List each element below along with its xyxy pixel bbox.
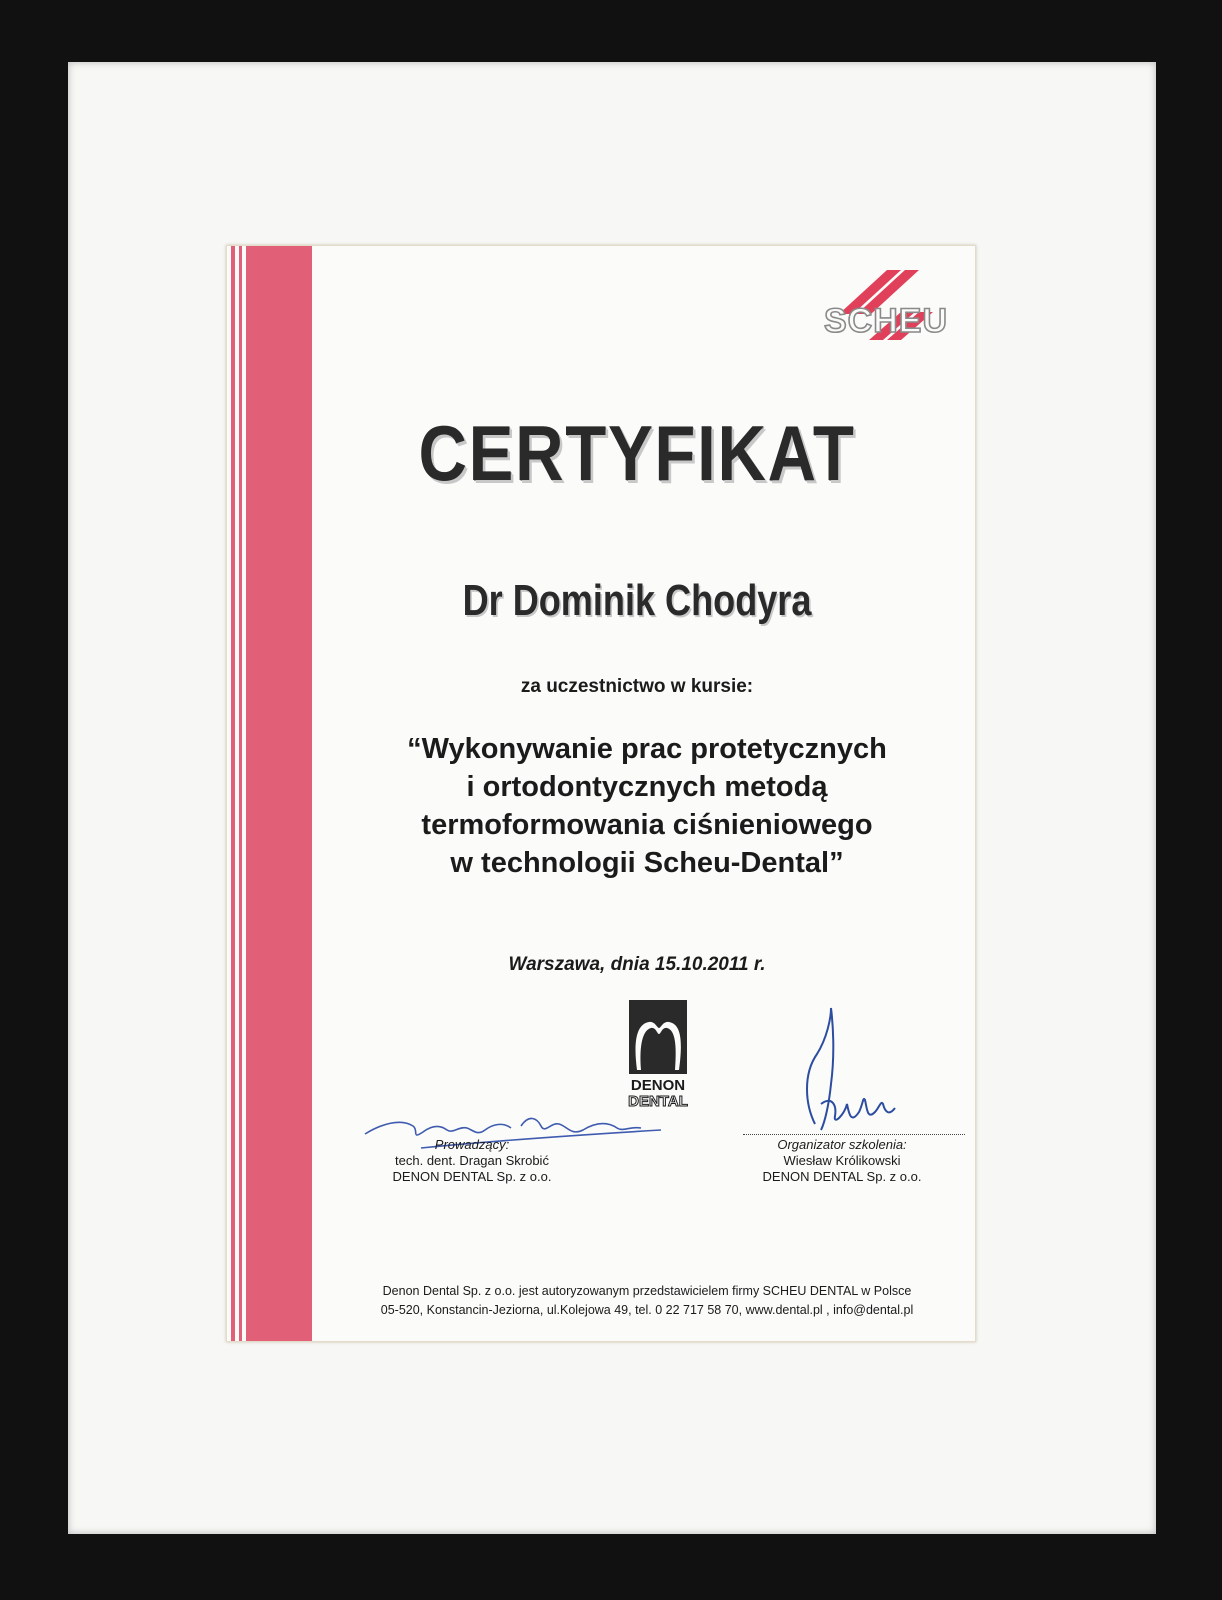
signature-line-right <box>743 1134 965 1135</box>
denon-logo-text-top: DENON <box>630 1077 686 1094</box>
intro-text: za uczestnictwo w kursie: <box>520 676 754 697</box>
signatory-role: Organizator szkolenia: <box>777 1137 907 1152</box>
course-title-line: termoformowania ciśnieniowego <box>421 809 873 841</box>
signatory-left <box>347 1137 597 1185</box>
denon-logo-text-bottom: DENTAL <box>628 1093 688 1110</box>
recipient-name: Dr Dominik Chodyra <box>462 576 812 625</box>
certificate-document <box>226 245 976 1342</box>
decorative-stripe-wide <box>246 246 312 1341</box>
signatory-role: Prowadzący: <box>434 1137 510 1152</box>
date-line: Warszawa, dnia 15.10.2011 r. <box>508 954 766 975</box>
footer-line: 05-520, Konstancin-Jeziorna, ul.Kolejowa 49, tel. 0 22 717 58 70, www.dental.pl , info@dental.pl <box>380 1303 914 1317</box>
scheu-logo-text: SCHEU <box>823 302 949 340</box>
course-title <box>327 730 967 882</box>
signatory-right <box>717 1137 967 1185</box>
course-title-line: i ortodontycznych metodą <box>466 771 828 803</box>
decorative-stripe-thin <box>231 246 235 1341</box>
footer-line: Denon Dental Sp. z o.o. jest autoryzowanym przedstawicielem firmy SCHEU DENTAL w Polsce <box>382 1284 912 1298</box>
denon-dental-logo <box>623 1000 693 1110</box>
signatory-company: DENON DENTAL Sp. z o.o. <box>392 1169 552 1184</box>
scheu-logo <box>813 268 959 340</box>
signatory-company: DENON DENTAL Sp. z o.o. <box>762 1169 922 1184</box>
signatory-name: tech. dent. Dragan Skrobić <box>395 1153 549 1168</box>
course-title-line: w technologii Scheu-Dental” <box>450 847 844 879</box>
signature-right <box>775 1004 925 1138</box>
course-title-line: “Wykonywanie prac protetycznych <box>407 733 887 765</box>
certificate-title: CERTYFIKAT <box>418 409 856 497</box>
signatory-name: Wiesław Królikowski <box>783 1153 901 1168</box>
footer <box>327 1282 967 1320</box>
decorative-stripe-thin <box>239 246 242 1341</box>
